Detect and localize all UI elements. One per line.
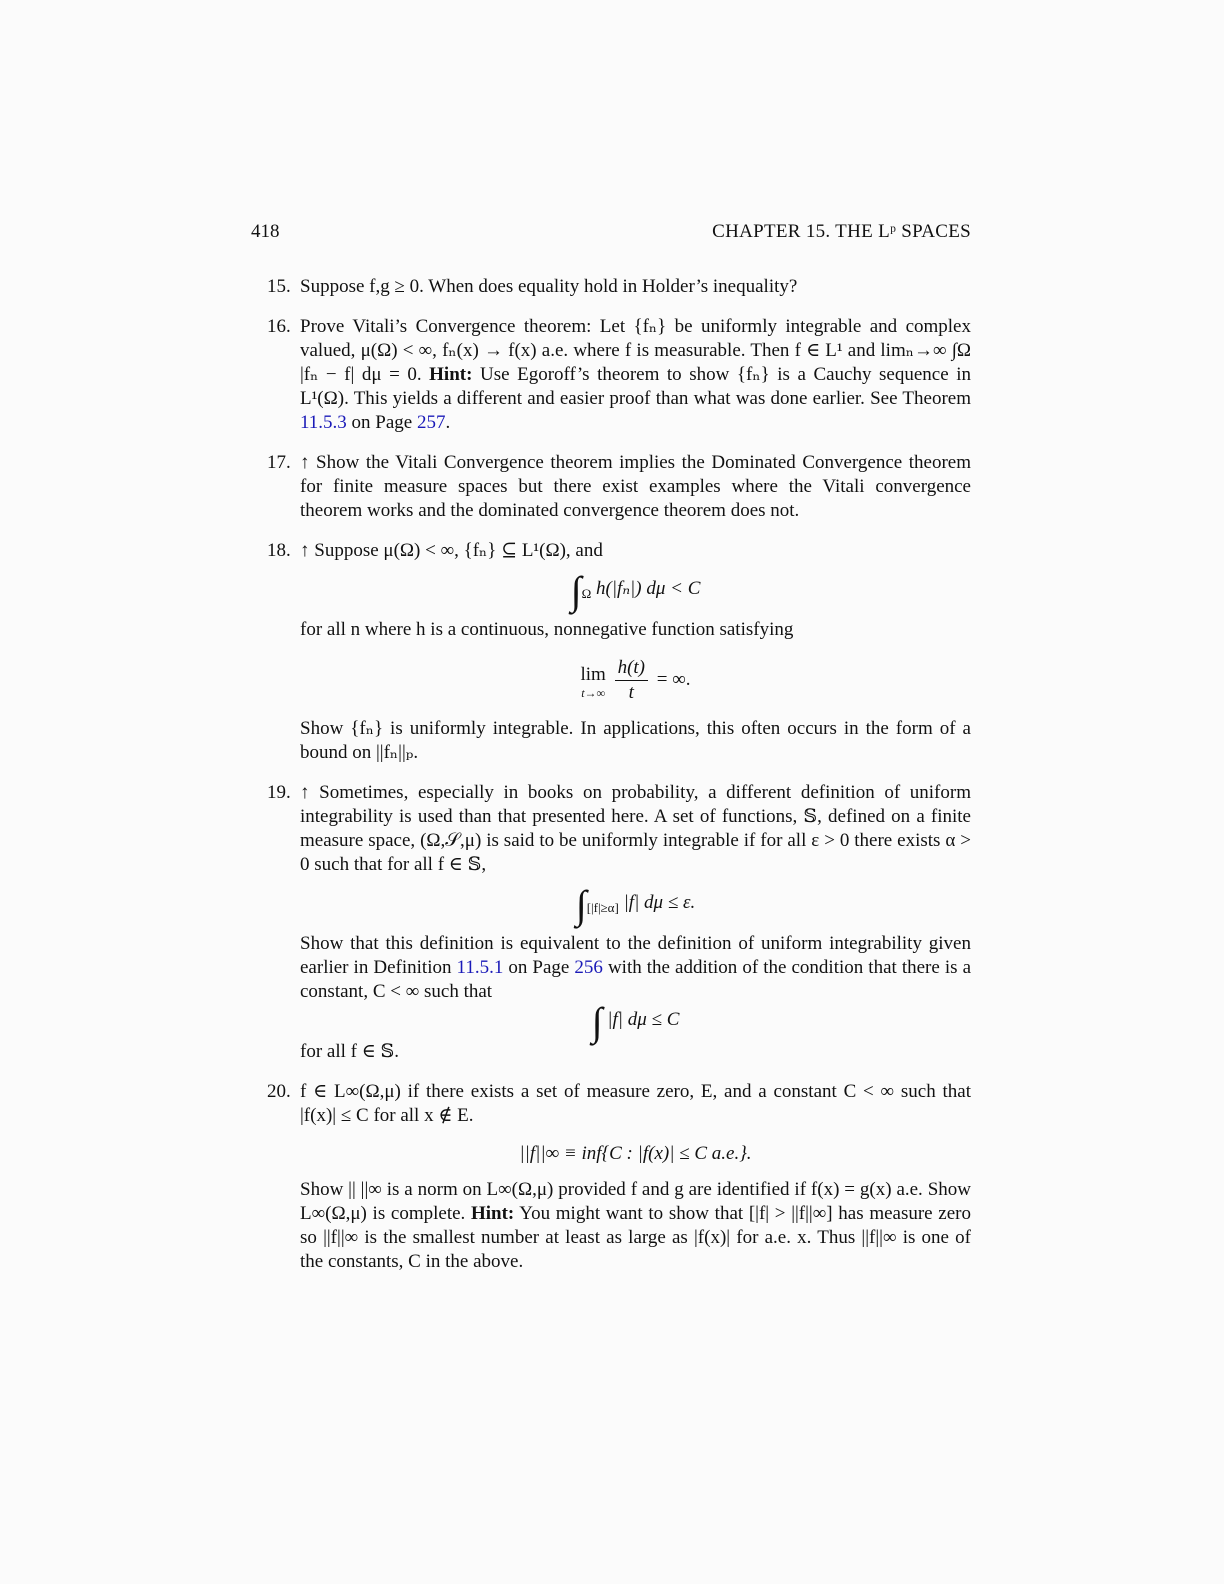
exercise-text: ↑ Sometimes, especially in books on probability, a different definition of uniform integrability is used than that presented here. A set of functions, 𝕊, defined on a finite measure space, (Ω,𝒮,μ) is said to be uniformly integrable if for all ε > 0 there exists α > 0 such that for all f ∈ 𝕊, [300,782,971,875]
exercise-text [300,932,971,1004]
limit-subscript: t→∞ [581,685,606,700]
exercise-text: ↑ Suppose μ(Ω) < ∞, {fₙ} ⊆ L¹(Ω), and [300,540,603,561]
hint-label: Hint: [470,1203,515,1224]
exercise-18 [267,539,971,765]
equation-body: h(|fₙ|) dμ < C [596,578,701,599]
text-span: . [445,412,451,433]
page-link[interactable]: 257 [416,412,446,433]
integral-domain: [|f|≥α] [586,900,619,915]
fraction [615,656,648,705]
fraction-numerator: h(t) [615,656,648,681]
display-equation [300,568,971,613]
exercise-number: 16. [267,316,291,337]
exercise-list [267,275,971,1290]
page-number: 418 [251,221,280,242]
integral-sign: ∫ [591,999,603,1044]
integral-domain: Ω [581,586,592,601]
equation-body: |f| dμ ≤ C [607,1009,680,1030]
exercise-text: f ∈ L∞(Ω,μ) if there exists a set of measure zero, E, and a constant C < ∞ such that |f(x)| ≤ C for all x ∉ E. [300,1081,971,1126]
exercise-text: ↑ Show the Vitali Convergence theorem implies the Dominated Convergence theorem for finite measure spaces but there exist examples where the Vitali convergence theorem works and the dominated convergence theorem does not. [300,452,971,521]
exercise-text: Suppose f,g ≥ 0. When does equality hold in Holder’s inequality? [300,276,798,297]
display-equation [300,1142,971,1166]
limit-operator [580,663,605,699]
text-span: Prove Vitali’s Convergence theorem: Let {fₙ} be uniformly integrable and complex valued, μ(Ω) < ∞, fₙ(x) → f(x) a.e. where f is measurable. Then f ∈ L¹ and limₙ→∞ ∫Ω |fₙ − f| dμ = 0. [300,316,971,385]
exercise-number: 20. [267,1081,291,1102]
text-span: with the addition of the condition that there is a constant, C < ∞ such that [300,957,972,1002]
exercise-text: for all f ∈ 𝕊. [300,1041,400,1062]
exercise-15 [267,275,971,299]
integral-sign: ∫ [575,882,587,927]
equation-body: ||f||∞ ≡ inf{C : |f(x)| ≤ C a.e.}. [519,1143,752,1164]
text-span: Use Egoroff’s theorem to show {fₙ} is a Cauchy sequence in L¹(Ω). This yields a different and easier proof than what was done earlier. See Theorem [300,364,971,409]
exercise-number: 17. [267,452,291,473]
fraction-denominator: t [628,682,634,703]
text-span: Show that this definition is equivalent to the definition of uniform integrability given earlier in Definition [300,933,971,978]
page-link[interactable]: 256 [574,957,603,978]
exercise-text: for all n where h is a continuous, nonnegative function satisfying [300,619,794,640]
definition-link[interactable]: 11.5.1 [456,957,504,978]
hint-label: Hint: [429,364,473,385]
display-equation [300,656,971,705]
text-span: Show || ||∞ is a norm on L∞(Ω,μ) provided f and g are identified if f(x) = g(x) a.e. Show L∞(Ω,μ) is complete. [300,1179,971,1224]
text-span: You might want to show that [|f| > ||f||∞] has measure zero so ||f||∞ is the smallest number at least as large as |f(x)| for a.e. x. Thus ||f||∞ is one of the constants, C in the above. [300,1203,971,1272]
running-title: CHAPTER 15. THE Lᵖ SPACES [712,221,971,242]
exercise-number: 18. [267,540,291,561]
integral-sign: ∫ [570,568,582,613]
display-equation [300,999,971,1044]
text-span: on Page [503,957,575,978]
display-equation [300,882,971,927]
exercise-16 [267,315,971,435]
page-header [251,220,971,246]
theorem-link[interactable]: 11.5.3 [300,412,347,433]
exercise-number: 15. [267,276,291,297]
exercise-text: Show {fₙ} is uniformly integrable. In applications, this often occurs in the form of a bound on ||fₙ||ₚ. [300,718,971,763]
equation-tail: = ∞. [656,668,691,690]
exercise-19 [267,781,971,1064]
text-span: on Page [346,412,417,433]
limit-label: lim [580,663,606,685]
exercise-number: 19. [267,782,291,803]
exercise-text [300,1178,971,1274]
exercise-text [300,315,971,435]
exercise-20 [267,1080,971,1274]
equation-body: |f| dμ ≤ ε. [623,892,696,913]
exercise-17 [267,451,971,523]
